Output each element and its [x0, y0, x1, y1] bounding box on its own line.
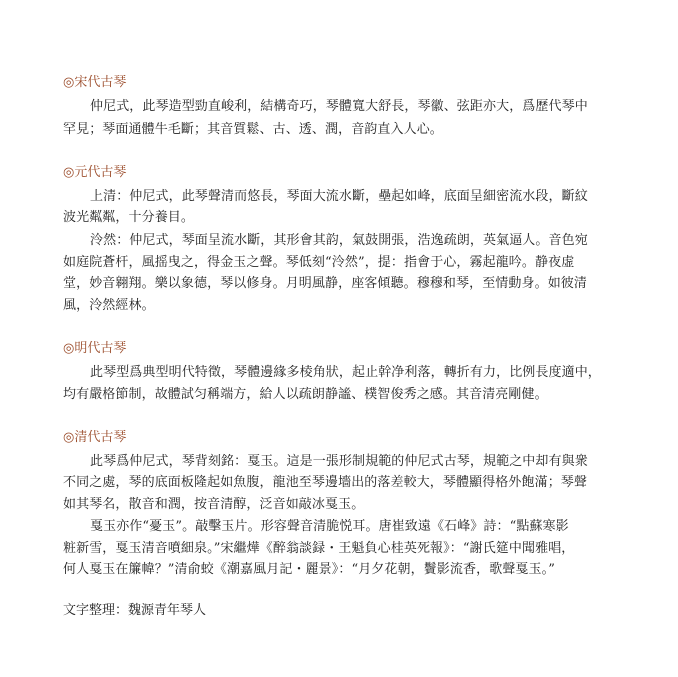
section-title-ming: ◎明代古琴 [63, 341, 127, 356]
section-title-song: ◎宋代古琴 [63, 75, 127, 90]
section-title-yuan: ◎元代古琴 [63, 165, 127, 180]
section-title-qing: ◎清代古琴 [63, 430, 127, 445]
paragraph-line: 此琴型爲典型明代特徵，琴體邊緣多棱角狀，起止幹净利落，轉折有力，比例長度適中， [90, 365, 601, 380]
paragraph-line: 不同之處，琴的底面板隆起如魚腹，龍池至琴邊墻出的落差較大，琴體顯得格外飽滿；琴聲 [63, 475, 588, 490]
paragraph-line: 泠然：仲尼式，琴面呈流水斷，其形會其韵，氣鼓開張，浩逸疏朗，英氣逼人。音色宛 [90, 233, 588, 248]
credit-line: 文字整理：魏源青年琴人 [63, 603, 207, 618]
paragraph-line: 此琴爲仲尼式，琴背刻銘：戛玉。這是一張形制規範的仲尼式古琴，規範之中却有與衆 [90, 454, 588, 469]
paragraph-line: 如其琴名，散音和潤，按音清醇，泛音如敲冰戛玉。 [63, 497, 365, 512]
paragraph-line: 均有嚴格節制，故體試匀稱端方，給人以疏朗静謐、樸智俊秀之感。其音清亮剛健。 [63, 387, 548, 402]
paragraph-line: 波光粼粼，十分養目。 [63, 210, 195, 225]
paragraph-line: 罕見；琴面通體牛毛斷；其音質鬆、古、透、潤，音韵直入人心。 [63, 122, 443, 137]
paragraph-line: 何人戛玉在簾幃？”清俞蛟《潮嘉風月記・麗景》：“月夕花朝，鬢影流香，歌聲戛玉。” [63, 562, 555, 577]
paragraph-line: 風，泠然經林。 [63, 298, 155, 313]
paragraph-line: 戛玉亦作“憂玉”。敲擊玉片。形容聲音清脆悦耳。唐崔致遠《石峰》詩：“點蘇寒影 [90, 519, 569, 534]
paragraph-line: 仲尼式，此琴造型勁直峻利，結構奇巧，琴體寬大舒長，琴徽、弦距亦大，爲歷代琴中 [90, 99, 588, 114]
paragraph-line: 上清：仲尼式，此琴聲清而悠長，琴面大流水斷，壘起如峰，底面呈細密流水段，斷紋 [90, 189, 588, 204]
paragraph-line: 如庭院蒼杆，風摇曳之，得金玉之聲。琴低刻“泠然”，提：指會于心，霧起龍吟。静夜虚 [63, 255, 575, 270]
paragraph-line: 粧新雪，戛玉清音噴細泉。”宋繼燁《醉翁談録・王魁負心桂英死報》：“謝氏筵中聞雅唱， [63, 541, 575, 556]
paragraph-line: 堂，妙音翱翔。樂以象德，琴以修身。月明風静，座客傾聽。穆穆和琴，至情動身。如彼清 [63, 276, 588, 291]
